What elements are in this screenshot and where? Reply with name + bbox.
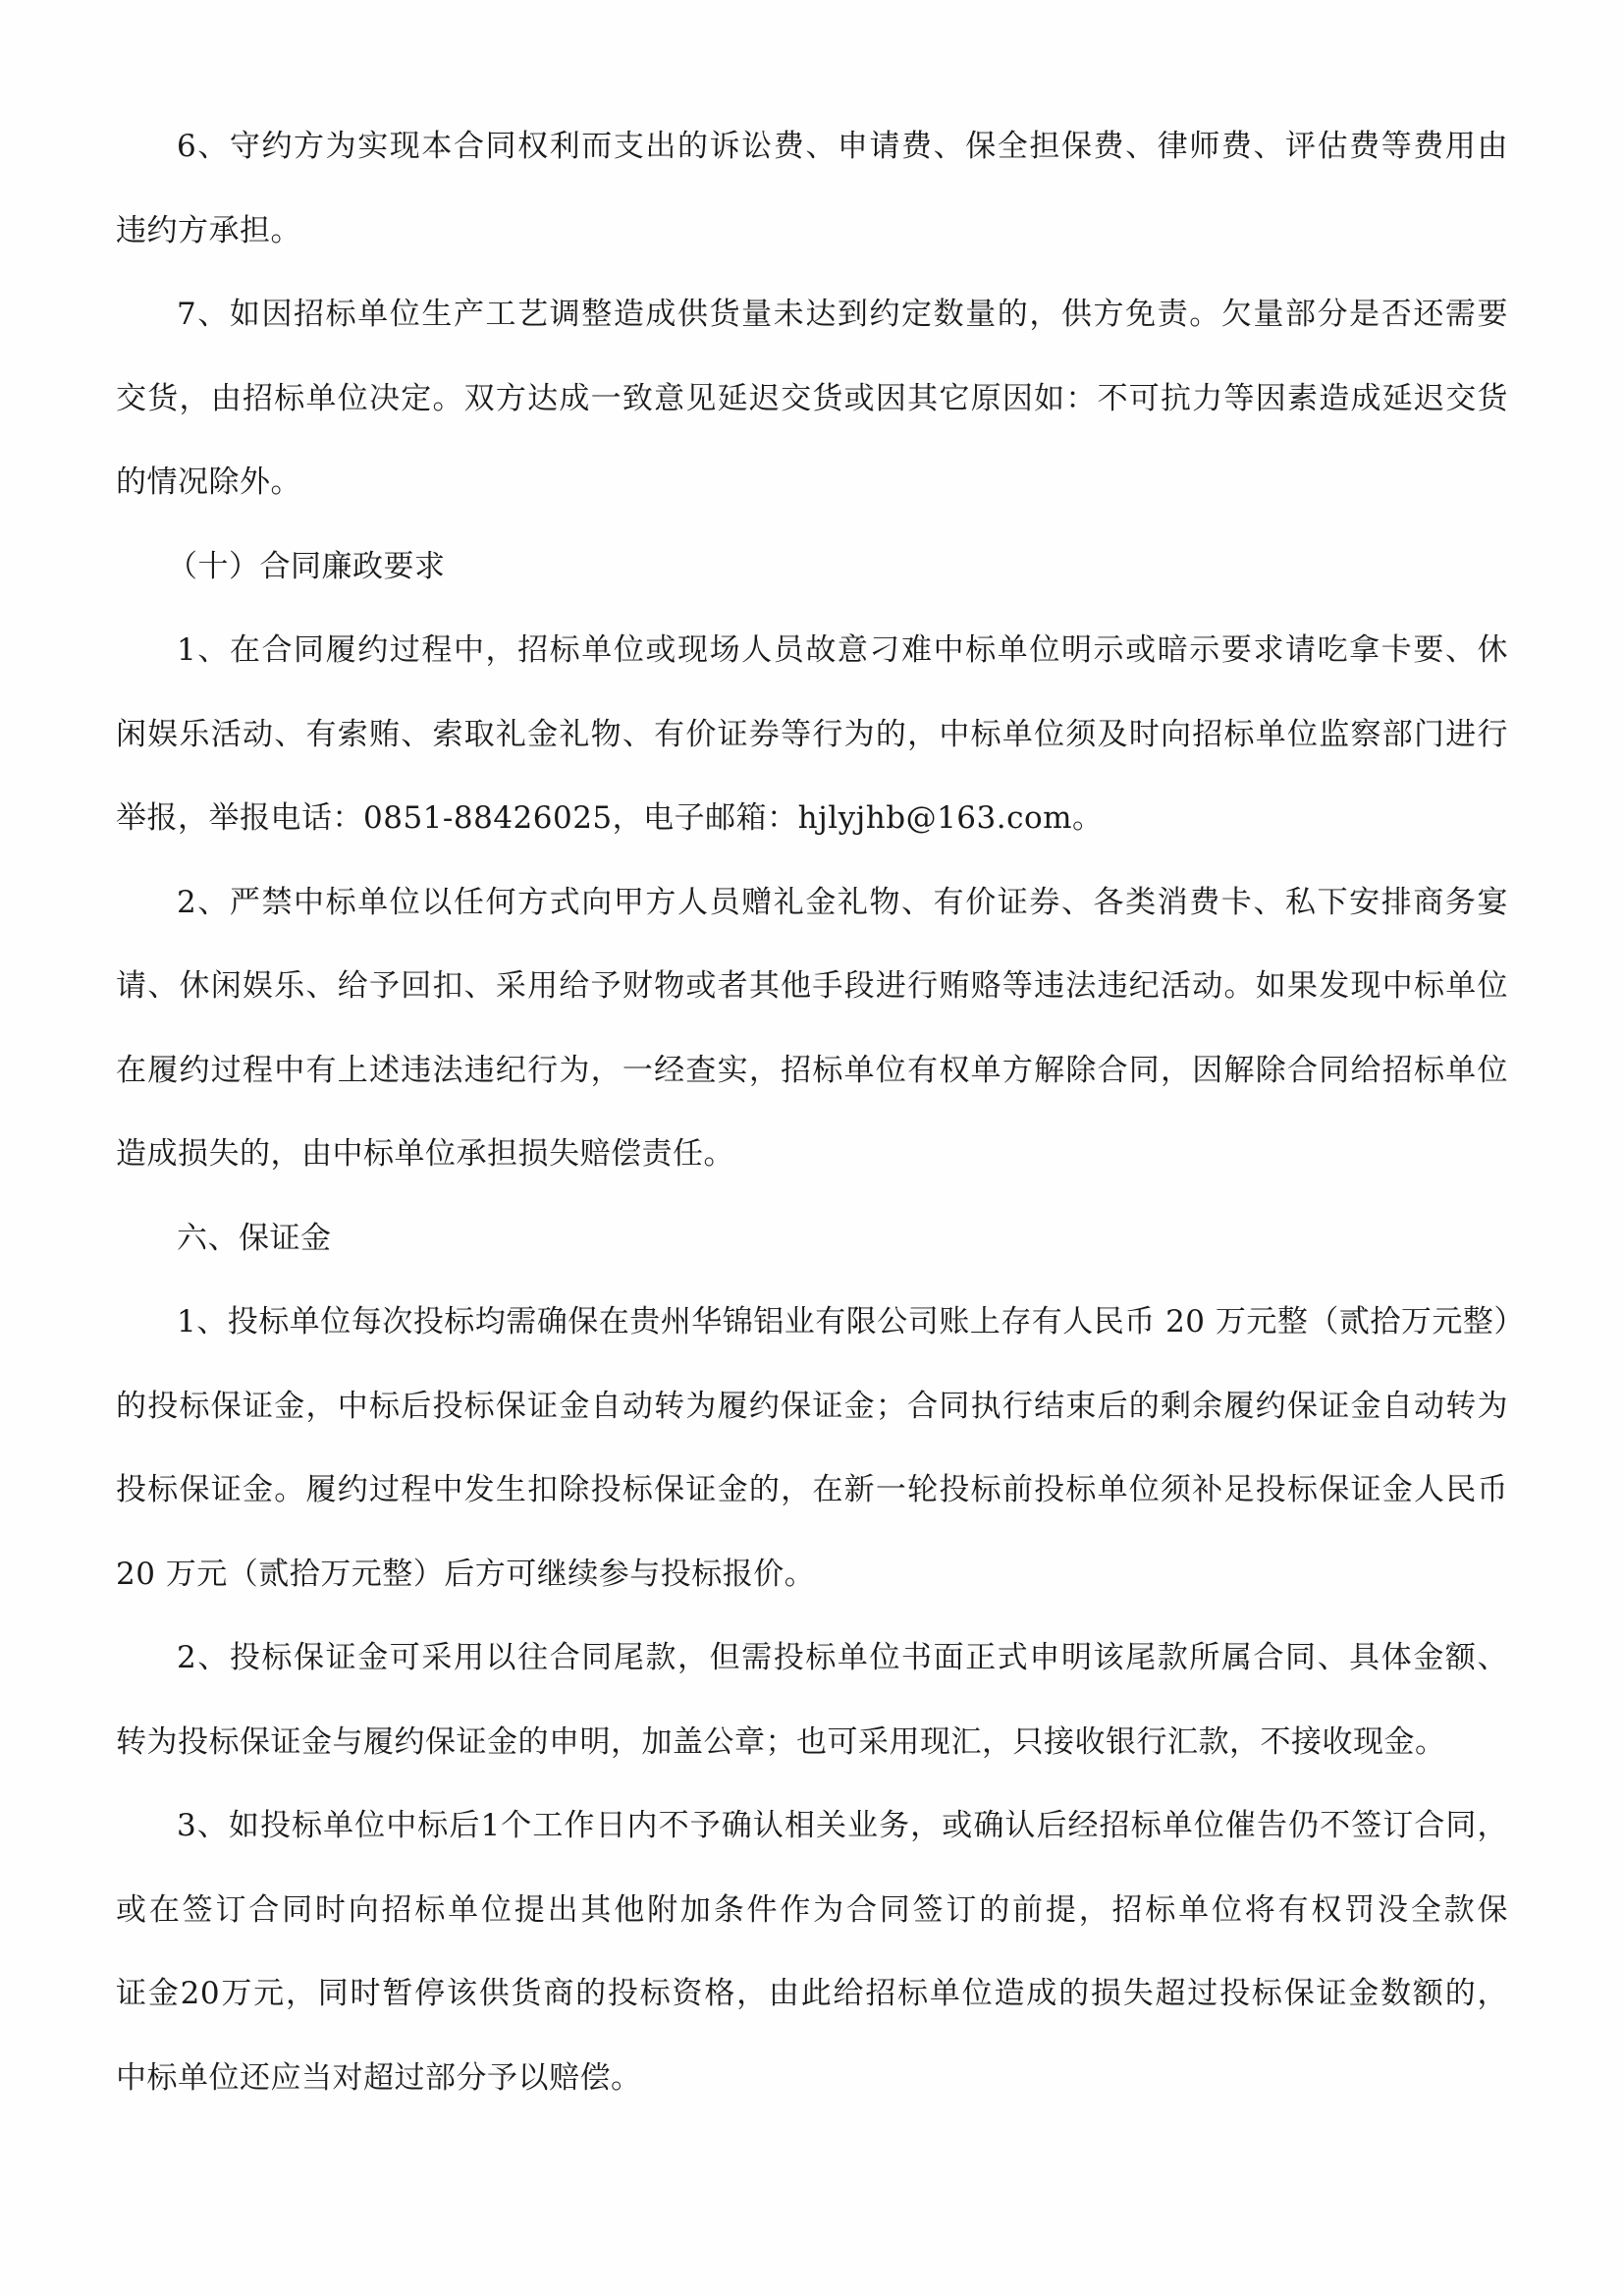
clause-2-line-3: 在履约过程中有上述违法违纪行为，一经查实，招标单位有权单方解除合同，因解除合同给招标单位 (116, 1053, 1508, 1088)
para-7-line-2: 交货，由招标单位决定。双方达成一致意见延迟交货或因其它原因如：不可抗力等因素造成延迟交货 (116, 381, 1508, 416)
clause-1-line-3: 举报，举报电话：0851-88426025，电子邮箱：hjlyjhb@163.com。 (116, 800, 1104, 836)
deposit-3-line-4: 中标单位还应当对超过部分予以赔偿。 (116, 2060, 642, 2096)
deposit-3-line-3: 证金20万元，同时暂停该供货商的投标资格，由此给招标单位造成的损失超过投标保证金数额的， (116, 1976, 1508, 2011)
deposit-1-line-3: 投标保证金。履约过程中发生扣除投标保证金的，在新一轮投标前投标单位须补足投标保证金人民币 (116, 1472, 1508, 1507)
clause-2-line-1: 2、严禁中标单位以任何方式向甲方人员赠礼金礼物、有价证券、各类消费卡、私下安排商务宴 (177, 885, 1508, 920)
para-7-line-3: 的情况除外。 (116, 465, 301, 500)
para-7-line-1: 7、如因招标单位生产工艺调整造成供货量未达到约定数量的，供方免责。欠量部分是否还需要 (177, 297, 1508, 332)
para-6-line-2: 违约方承担。 (116, 213, 301, 248)
clause-1-line-2: 闲娱乐活动、有索贿、索取礼金礼物、有价证券等行为的，中标单位须及时向招标单位监察部门进行 (116, 717, 1508, 752)
deposit-3-line-2: 或在签订合同时向招标单位提出其他附加条件作为合同签订的前提，招标单位将有权罚没全款保 (116, 1892, 1508, 1928)
para-6-line-1: 6、守约方为实现本合同权利而支出的诉讼费、申请费、保全担保费、律师费、评估费等费用由 (177, 129, 1508, 164)
section-6-title: 六、保证金 (177, 1221, 332, 1256)
section-10-title: （十）合同廉政要求 (167, 549, 446, 584)
clause-2-line-4: 造成损失的，由中标单位承担损失赔偿责任。 (116, 1136, 734, 1172)
clause-2-line-2: 请、休闲娱乐、给予回扣、采用给予财物或者其他手段进行贿赂等违法违纪活动。如果发现中标单位 (116, 968, 1508, 1004)
clause-1-line-1: 1、在合同履约过程中，招标单位或现场人员故意刁难中标单位明示或暗示要求请吃拿卡要、休 (177, 632, 1508, 668)
deposit-1-line-1: 1、投标单位每次投标均需确保在贵州华锦铝业有限公司账上存有人民币 20 万元整（贰拾万元整） (177, 1304, 1525, 1339)
deposit-2-line-2: 转为投标保证金与履约保证金的申明，加盖公章；也可采用现汇，只接收银行汇款，不接收现金。 (116, 1724, 1446, 1760)
deposit-3-line-1: 3、如投标单位中标后1个工作日内不予确认相关业务，或确认后经招标单位催告仍不签订合同， (177, 1808, 1508, 1843)
deposit-1-line-4: 20 万元（贰拾万元整）后方可继续参与投标报价。 (116, 1557, 816, 1592)
deposit-1-line-2: 的投标保证金，中标后投标保证金自动转为履约保证金；合同执行结束后的剩余履约保证金自动转为 (116, 1389, 1508, 1424)
deposit-2-line-1: 2、投标保证金可采用以往合同尾款，但需投标单位书面正式申明该尾款所属合同、具体金额、 (177, 1640, 1508, 1675)
